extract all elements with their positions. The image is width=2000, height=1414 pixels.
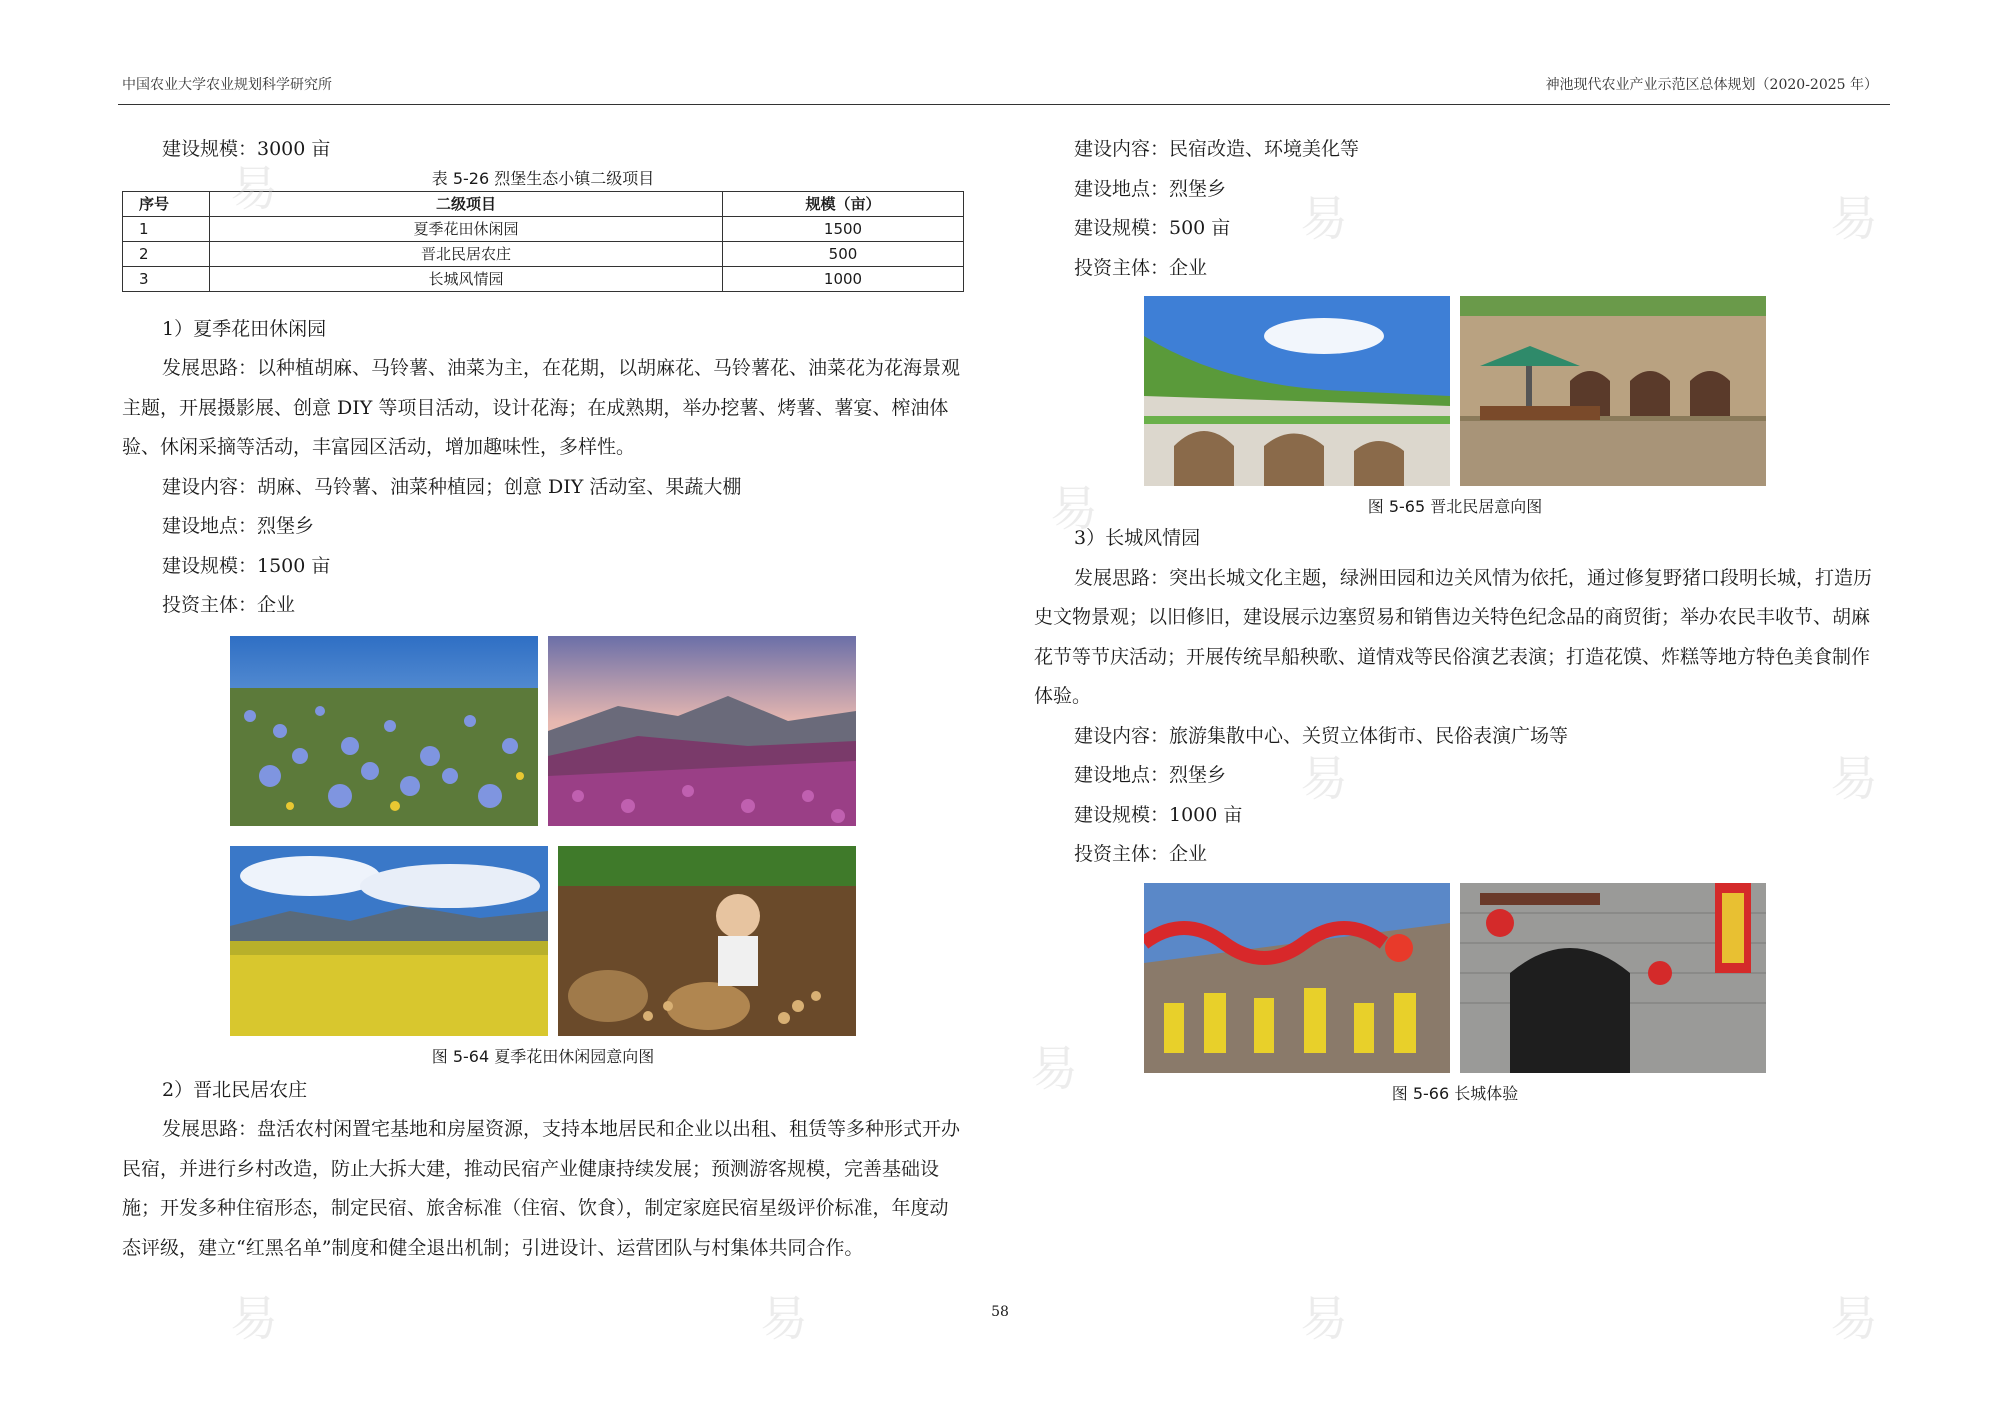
watermark: 易: [230, 1291, 279, 1347]
left-column: [122, 130, 964, 1268]
watermark: 易: [1830, 751, 1879, 807]
table-cell: 1500: [723, 216, 964, 241]
flax-field-photo: [230, 636, 538, 826]
watermark: 易: [1830, 1291, 1879, 1347]
table-cell: 500: [723, 241, 964, 266]
section-1-location: 建设地点：烈堡乡: [162, 515, 315, 537]
fig64-row-2: [122, 846, 964, 1036]
table-row: [123, 241, 964, 266]
section-2-investor: 投资主体：企业: [1074, 256, 1208, 279]
watermark: 易: [1830, 191, 1879, 247]
header-left: 中国农业大学农业规划科学研究所: [122, 77, 332, 93]
section-2-paragraph: 发展思路：盘活农村闲置宅基地和房屋资源，支持本地居民和企业以出租、租赁等多种形式开办民宿，并进行乡村改造，防止大拆大建，推动民宿产业健康持续发展；预测游客规模，完善基础设施；开发多种住宿形态，制定民宿、旅舍标准（住宿、饮食），制定家庭民宿星级评价标准，年度动态评级，建立“红黑名单”制度和健全退出机制；引进设计、运营团队与村集体共同合作。: [122, 1118, 961, 1259]
header-right: 神池现代农业产业示范区总体规划（2020-2025 年）: [1545, 77, 1878, 93]
fig65-row: [1034, 296, 1876, 486]
table-cell: 3: [123, 266, 210, 291]
cave-dwelling-render-photo: [1144, 296, 1450, 486]
watermark: 易: [1050, 481, 1099, 537]
flower-mountain-photo: [548, 636, 856, 826]
canola-field-photo: [230, 846, 548, 1036]
right-column: [1034, 130, 1879, 1104]
section-3-title: 3）长城风情园: [1074, 527, 1201, 549]
section-3-content: 建设内容：旅游集散中心、关贸立体街市、民俗表演广场等: [1074, 724, 1569, 747]
fig66-row: [1034, 883, 1876, 1073]
section-3-scale: 建设规模：1000 亩: [1074, 803, 1243, 826]
table-header-cell: 二级项目: [210, 191, 723, 216]
watermark: 易: [1300, 751, 1349, 807]
courtyard-photo: [1460, 296, 1766, 486]
table-header-cell: 规模（亩）: [723, 191, 964, 216]
table-cell: 1: [123, 216, 210, 241]
table-cell: 长城风情园: [210, 266, 723, 291]
page-number: 58: [991, 1304, 1009, 1320]
section-3-location: 建设地点：烈堡乡: [1074, 764, 1227, 786]
watermark: 易: [1300, 1291, 1349, 1347]
section-3-paragraph: 发展思路：突出长城文化主题，绿洲田园和边关风情为依托，通过修复野猪口段明长城，打造历史文物景观；以旧修旧，建设展示边塞贸易和销售边关特色纪念品的商贸街；举办农民丰收节、胡麻花节等节庆活动；开展传统旱船秧歌、道情戏等民俗演艺表演；打造花馍、炸糕等地方特色美食制作体验。: [1034, 566, 1873, 707]
section-1-title: 1）夏季花田休闲园: [162, 317, 327, 340]
watermark: 易: [1300, 191, 1349, 247]
table-header-cell: 序号: [123, 191, 210, 216]
old-street-photo: [1460, 883, 1766, 1073]
table-title: 表 5-26 烈堡生态小镇二级项目: [431, 168, 655, 188]
section-1-content: 建设内容：胡麻、马铃薯、油菜种植园；创意 DIY 活动室、果蔬大棚: [162, 475, 742, 498]
watermark: 易: [1030, 1041, 1079, 1097]
watermark: 易: [760, 1291, 809, 1347]
section-2-title: 2）晋北民居农庄: [162, 1078, 308, 1101]
table-cell: 夏季花田休闲园: [210, 216, 723, 241]
section-2-scale: 建设规模：500 亩: [1074, 217, 1231, 239]
section-2-content: 建设内容：民宿改造、环境美化等: [1074, 138, 1360, 160]
section-3-investor: 投资主体：企业: [1074, 843, 1208, 865]
fig65-caption: 图 5-65 晋北民居意向图: [1367, 497, 1543, 516]
section-1-paragraph: 发展思路：以种植胡麻、马铃薯、油菜为主，在花期，以胡麻花、马铃薯花、油菜花为花海景观主题，开展摄影展、创意 DIY 等项目活动，设计花海；在成熟期，举办挖薯、烤薯、薯宴、榨油体验、休闲采摘等活动，丰富园区活动，增加趣味性，多样性。: [122, 357, 961, 458]
section-2-location: 建设地点：烈堡乡: [1074, 177, 1227, 200]
dragon-dance-photo: [1144, 883, 1450, 1073]
table-cell: 晋北民居农庄: [210, 241, 723, 266]
table-header-row: [123, 191, 964, 216]
fig66-caption: 图 5-66 长城体验: [1391, 1083, 1519, 1103]
table-row: [123, 216, 964, 241]
section-1-scale: 建设规模：1500 亩: [162, 554, 331, 577]
scale-line: 建设规模：3000 亩: [162, 138, 331, 160]
fig64-caption: 图 5-64 夏季花田休闲园意向图: [431, 1046, 655, 1066]
header-rule: [118, 104, 1890, 105]
fig64-row-1: [122, 636, 964, 826]
watermark: 易: [230, 161, 279, 217]
project-table: [122, 191, 964, 292]
section-1-investor: 投资主体：企业: [162, 594, 296, 616]
potato-harvest-photo: [558, 846, 856, 1036]
table-cell: 1000: [723, 266, 964, 291]
table-cell: 2: [123, 241, 210, 266]
table-row: [123, 266, 964, 291]
